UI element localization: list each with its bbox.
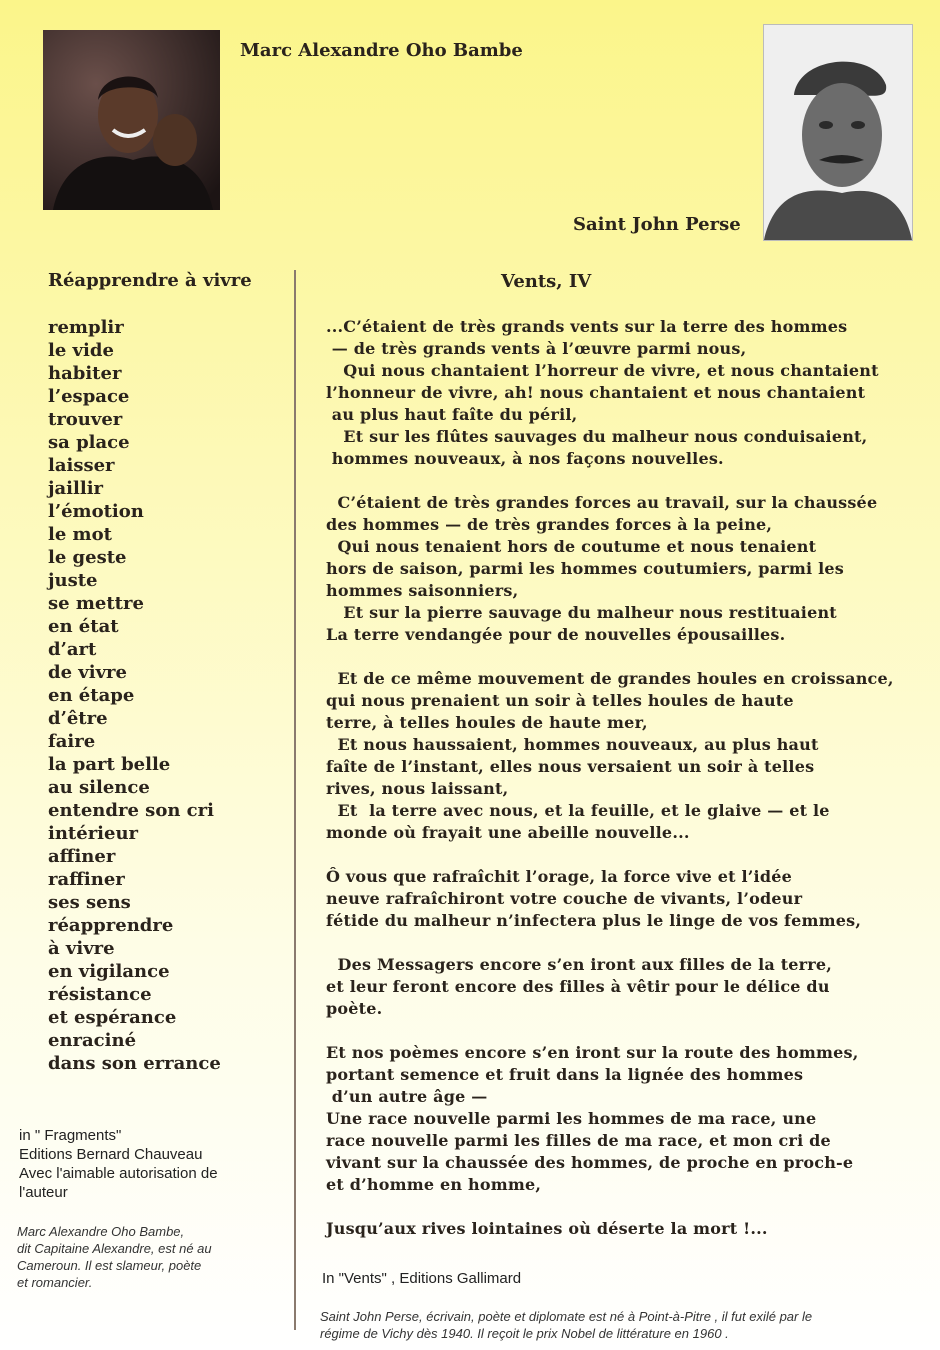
poem-line: Qui nous tenaient hors de coutume et nous tenaient bbox=[326, 537, 817, 556]
poem-title-left: Réapprendre à vivre bbox=[48, 270, 252, 291]
poem-line bbox=[326, 1196, 894, 1218]
poem-line: le geste bbox=[48, 547, 127, 568]
poem-line: sa place bbox=[48, 432, 130, 453]
source-line: in " Fragments" bbox=[19, 1127, 122, 1144]
poem-line: réapprendre bbox=[48, 915, 174, 936]
poem-line: fétide du malheur n’infectera plus le linge de vos femmes, bbox=[326, 911, 862, 930]
poem-line: — de très grands vents à l’œuvre parmi nous, bbox=[326, 339, 747, 358]
poem-line: hors de saison, parmi les hommes coutumiers, parmi les bbox=[326, 559, 844, 578]
poem-line: Et sur la pierre sauvage du malheur nous restituaient bbox=[326, 603, 837, 622]
poem-line: La terre vendangée pour de nouvelles épousailles. bbox=[326, 625, 786, 644]
poem-line bbox=[326, 470, 894, 492]
poem-line: terre, à telles houles de haute mer, bbox=[326, 713, 648, 732]
poem-line: Et nos poèmes encore s’en iront sur la route des hommes, bbox=[326, 1043, 859, 1062]
bio-line: régime de Vichy dès 1940. Il reçoit le prix Nobel de littérature en 1960 . bbox=[320, 1326, 729, 1341]
poem-line: enraciné bbox=[48, 1030, 137, 1051]
poem-line: en vigilance bbox=[48, 961, 170, 982]
poem-line: laisser bbox=[48, 455, 115, 476]
poem-line bbox=[326, 844, 894, 866]
poem-line: intérieur bbox=[48, 823, 139, 844]
poem-line: d’un autre âge — bbox=[326, 1087, 488, 1106]
poem-line: affiner bbox=[48, 846, 116, 867]
poem-line: dans son errance bbox=[48, 1053, 221, 1074]
poem-line: rives, nous laissant, bbox=[326, 779, 509, 798]
poem-line: d’être bbox=[48, 708, 108, 729]
column-divider bbox=[294, 270, 296, 1330]
source-left bbox=[19, 1126, 259, 1202]
bio-line: Saint John Perse, écrivain, poète et diplomate est né à Point-à-Pitre , il fut exilé par le bbox=[320, 1309, 813, 1324]
poem-line bbox=[326, 646, 894, 668]
poem-line: de vivre bbox=[48, 662, 127, 683]
poem-line: neuve rafraîchiront votre couche de vivants, l’odeur bbox=[326, 889, 803, 908]
poem-line: qui nous prenaient un soir à telles houles de haute bbox=[326, 691, 794, 710]
poem-line: faire bbox=[48, 731, 96, 752]
poem-line bbox=[326, 1020, 894, 1042]
bio-right bbox=[320, 1308, 920, 1342]
source-line: Editions Bernard Chauveau bbox=[19, 1146, 203, 1163]
poem-line: Et de ce même mouvement de grandes houles en croissance, bbox=[326, 669, 894, 688]
poem-line: juste bbox=[48, 570, 98, 591]
author-photo-right bbox=[763, 24, 913, 241]
bio-line: Marc Alexandre Oho Bambe, bbox=[17, 1224, 185, 1239]
poem-line: hommes nouveaux, à nos façons nouvelles. bbox=[326, 449, 724, 468]
poem-line: Et la terre avec nous, et la feuille, et le glaive — et le bbox=[326, 801, 830, 820]
poem-left bbox=[48, 316, 221, 1075]
poem-line: portant semence et fruit dans la lignée des hommes bbox=[326, 1065, 804, 1084]
poem-line: vivant sur la chaussée des hommes, de proche en proch-e bbox=[326, 1153, 854, 1172]
poem-line: jaillir bbox=[48, 478, 104, 499]
source-right: In "Vents" , Editions Gallimard bbox=[322, 1270, 522, 1287]
poem-line: en étape bbox=[48, 685, 135, 706]
poem-line: l’honneur de vivre, ah! nous chantaient et nous chantaient bbox=[326, 383, 866, 402]
author-photo-left bbox=[43, 30, 220, 210]
poem-line: à vivre bbox=[48, 938, 115, 959]
bio-line: et romancier. bbox=[17, 1275, 93, 1290]
poem-right bbox=[326, 316, 894, 1240]
poem-line bbox=[326, 932, 894, 954]
poem-line: Et nous haussaient, hommes nouveaux, au plus haut bbox=[326, 735, 819, 754]
poem-line: au silence bbox=[48, 777, 150, 798]
source-line: Avec l'aimable autorisation de bbox=[19, 1165, 218, 1182]
portrait-illustration-left bbox=[43, 30, 220, 210]
poem-line: et d’homme en homme, bbox=[326, 1175, 542, 1194]
poem-line: race nouvelle parmi les filles de ma race, et mon cri de bbox=[326, 1131, 831, 1150]
poem-line: Jusqu’aux rives lointaines où déserte la mort !... bbox=[326, 1219, 768, 1238]
poem-line: l’émotion bbox=[48, 501, 144, 522]
poem-line: ...C’étaient de très grands vents sur la terre des hommes bbox=[326, 317, 848, 336]
author-name-left: Marc Alexandre Oho Bambe bbox=[240, 40, 523, 61]
poem-line: l’espace bbox=[48, 386, 130, 407]
poem-line: d’art bbox=[48, 639, 97, 660]
poem-line: Des Messagers encore s’en iront aux filles de la terre, bbox=[326, 955, 833, 974]
bio-line: Cameroun. Il est slameur, poète bbox=[17, 1258, 202, 1273]
poem-line: Et sur les flûtes sauvages du malheur nous conduisaient, bbox=[326, 427, 868, 446]
poem-line: Ô vous que rafraîchit l’orage, la force vive et l’idée bbox=[326, 867, 792, 886]
bio-line: dit Capitaine Alexandre, est né au bbox=[17, 1241, 212, 1256]
poem-line: en état bbox=[48, 616, 119, 637]
poem-line: raffiner bbox=[48, 869, 125, 890]
source-line: l'auteur bbox=[19, 1184, 68, 1201]
poem-line: faîte de l’instant, elles nous versaient un soir à telles bbox=[326, 757, 815, 776]
poem-line: au plus haut faîte du péril, bbox=[326, 405, 578, 424]
poem-line: C’étaient de très grandes forces au travail, sur la chaussée bbox=[326, 493, 878, 512]
poem-line: poète. bbox=[326, 999, 383, 1018]
poem-line: ses sens bbox=[48, 892, 131, 913]
bio-left bbox=[17, 1223, 257, 1291]
poem-line: le vide bbox=[48, 340, 114, 361]
poem-line: entendre son cri bbox=[48, 800, 214, 821]
portrait-illustration-right bbox=[764, 25, 912, 240]
poem-title-right: Vents, IV bbox=[501, 271, 592, 292]
poem-line: trouver bbox=[48, 409, 123, 430]
author-name-right: Saint John Perse bbox=[573, 214, 741, 235]
poem-line: des hommes — de très grandes forces à la peine, bbox=[326, 515, 773, 534]
poem-line: la part belle bbox=[48, 754, 171, 775]
poem-line: et espérance bbox=[48, 1007, 177, 1028]
poem-line: habiter bbox=[48, 363, 122, 384]
poem-line: hommes saisonniers, bbox=[326, 581, 519, 600]
poem-line: résistance bbox=[48, 984, 152, 1005]
poem-line: Une race nouvelle parmi les hommes de ma race, une bbox=[326, 1109, 817, 1128]
poem-line: Qui nous chantaient l’horreur de vivre, et nous chantaient bbox=[326, 361, 879, 380]
poem-line: et leur feront encore des filles à vêtir pour le délice du bbox=[326, 977, 830, 996]
poem-line: remplir bbox=[48, 317, 124, 338]
poem-line: se mettre bbox=[48, 593, 144, 614]
poem-line: monde où frayait une abeille nouvelle... bbox=[326, 823, 690, 842]
poem-line: le mot bbox=[48, 524, 112, 545]
